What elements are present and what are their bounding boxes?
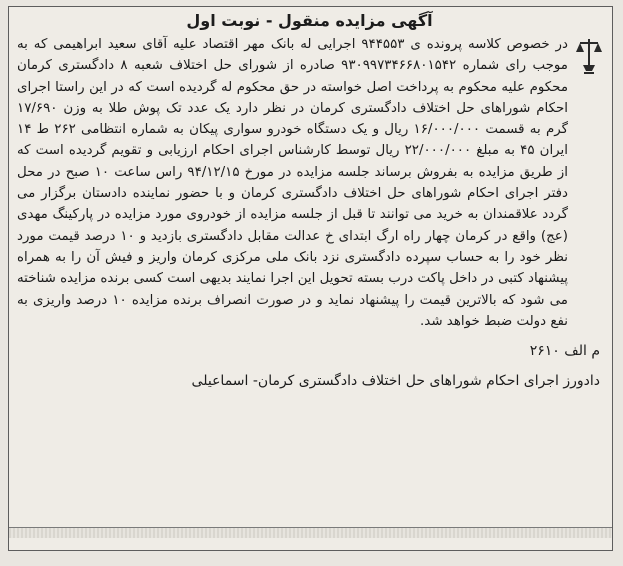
auction-notice — [8, 6, 613, 551]
bottom-strip — [9, 527, 612, 538]
notice-body: در خصوص کلاسه پرونده ی ۹۴۴۵۵۳ اجرایی له بانک مهر اقتصاد علیه آقای سعید ابراهیمی که به موجب رای شماره ۹۳۰۹۹۷۳۴۶۶۸۰۱۵۴۲ صادره از شورای حل اختلاف شعبه ۸ دادگستری کرمان محکوم علیه محکوم به پرداخت اصل خواسته در حق محکوم له گردیده است که در این راستا اجرای احکام شوراهای حل اختلاف دادگستری کرمان در نظر دارد یک عدد تک پوش طلا به وزن ۱۷/۶۹۰ گرم به قسمت ۱۶/۰۰۰/۰۰۰ ریال و یک دستگاه خودرو سواری پیکان به شماره انتظامی ۲۶۲ ط ۱۴ ایران ۴۵ به مبلغ ۲۲/۰۰۰/۰۰۰ ریال توسط کارشناس اجرای احکام ارزیابی و تقویم گردیده است که از طریق مزایده به بفروش برساند جلسه مزایده در مورخ ۹۴/۱۲/۱۵ راس ساعت ۱۰ صبح در محل دفتر اجرای احکام شوراهای حل اختلاف دادگستری کرمان و با حضور نماینده دادستان برگزار می گردد علاقمندان به خرید می توانند تا قبل از جلسه مزایده از خودروی مورد مزایده در پارکینگ مهدی (عج) واقع در کرمان چهار راه ارگ ابتدای خ عدالت مقابل دادگستری بازدید و ۱۰ درصد قیمت مورد نظر خود را به حساب سپرده دادگستری نزد بانک ملی مرکزی کرمان واریز و فیش آن را به همراه پیشنهاد کتبی در داخل پاکت درب بسته تحویل این اجرا نمایند بدیهی است کسی برنده مزایده شناخته می شود که بالاترین قیمت را پیشنهاد نماید و در صورت انصراف برنده مزایده ۱۰ درصد واریزی به نفع دولت ضبط خواهد شد. — [17, 37, 568, 329]
notice-reference: م الف ۲۶۱۰ — [529, 343, 600, 360]
notice-signature: دادورز اجرای احکام شوراهای حل اختلاف دادگستری کرمان- اسماعیلی — [191, 373, 600, 390]
justice-scales-icon — [574, 35, 604, 77]
notice-title: آگهی مزایده منقول - نوبت اول — [186, 11, 433, 30]
